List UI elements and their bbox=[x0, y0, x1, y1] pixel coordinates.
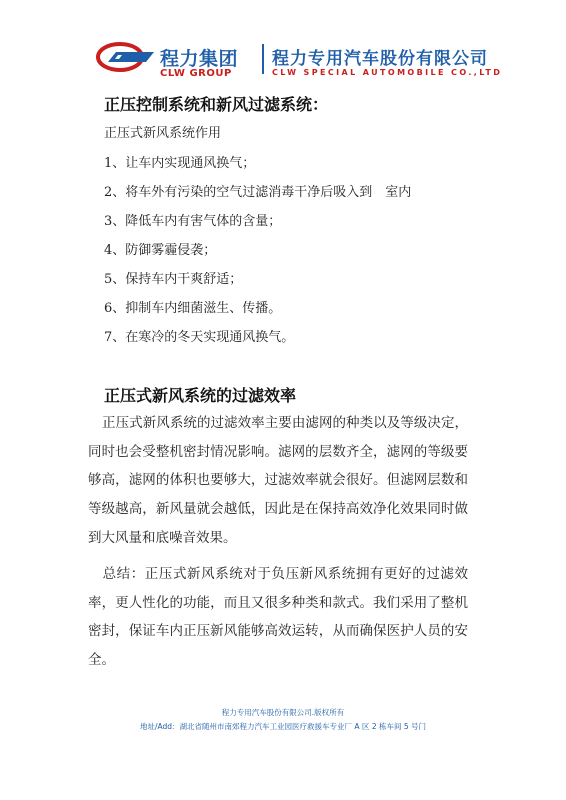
list-item: 5、保持车内干爽舒适； bbox=[104, 272, 243, 287]
brand-name-cn: 程力集团 bbox=[160, 48, 239, 70]
letterhead bbox=[96, 40, 516, 82]
header-divider bbox=[262, 44, 264, 74]
company-name-cn: 程力专用汽车股份有限公司 bbox=[272, 49, 488, 69]
paragraph-filter-efficiency bbox=[88, 409, 468, 553]
list-item: 1、让车内实现通风换气； bbox=[104, 156, 256, 171]
footer-address: 地址/Add：湖北省随州市南郊程力汽车工业园医疗救援车专业厂 A 区 2 栋车间 5 号门 bbox=[139, 722, 427, 731]
paragraph-text: 总结：正压式新风系统对于负压新风系统拥有更好的过滤效率，更人性化的功能，而且又很多种类和款式。我们采用了整机密封，保证车内正压新风能够高效运转，从而确保医护人员的安全。 bbox=[88, 566, 468, 669]
list-item: 4、防御雾霾侵袭； bbox=[104, 243, 217, 258]
clw-logo-icon bbox=[96, 41, 156, 73]
section-subtitle: 正压式新风系统作用 bbox=[104, 126, 222, 141]
company-name-en: CLW SPECIAL AUTOMOBILE CO.,LTD bbox=[272, 68, 503, 77]
list-item: 7、在寒冷的冬天实现通风换气。 bbox=[104, 330, 295, 345]
section-title-filter-efficiency: 正压式新风系统的过滤效率 bbox=[104, 386, 297, 405]
paragraph-text: 正压式新风系统的过滤效率主要由滤网的种类以及等级决定，同时也会受整机密封情况影响。滤网的层数齐全，滤网的等级要够高，滤网的体积也要够大，过滤效率就会很好。但滤网层数和等级越高，新风量就会越低，因此是在保持高效净化效果同时做到大风量和底噪音效果。 bbox=[88, 415, 468, 546]
brand-name-en: CLW GROUP bbox=[160, 68, 232, 79]
list-item: 2、将车外有污染的空气过滤消毒干净后吸入到 室内 bbox=[104, 185, 412, 200]
section-title-control-system: 正压控制系统和新风过滤系统： bbox=[104, 95, 329, 114]
list-item: 3、降低车内有害气体的含量； bbox=[104, 214, 282, 229]
paragraph-summary bbox=[88, 560, 468, 675]
footer-copyright: 程力专用汽车股份有限公司.版权所有 bbox=[221, 708, 345, 717]
list-item: 6、抑制车内细菌滋生、传播。 bbox=[104, 301, 282, 316]
